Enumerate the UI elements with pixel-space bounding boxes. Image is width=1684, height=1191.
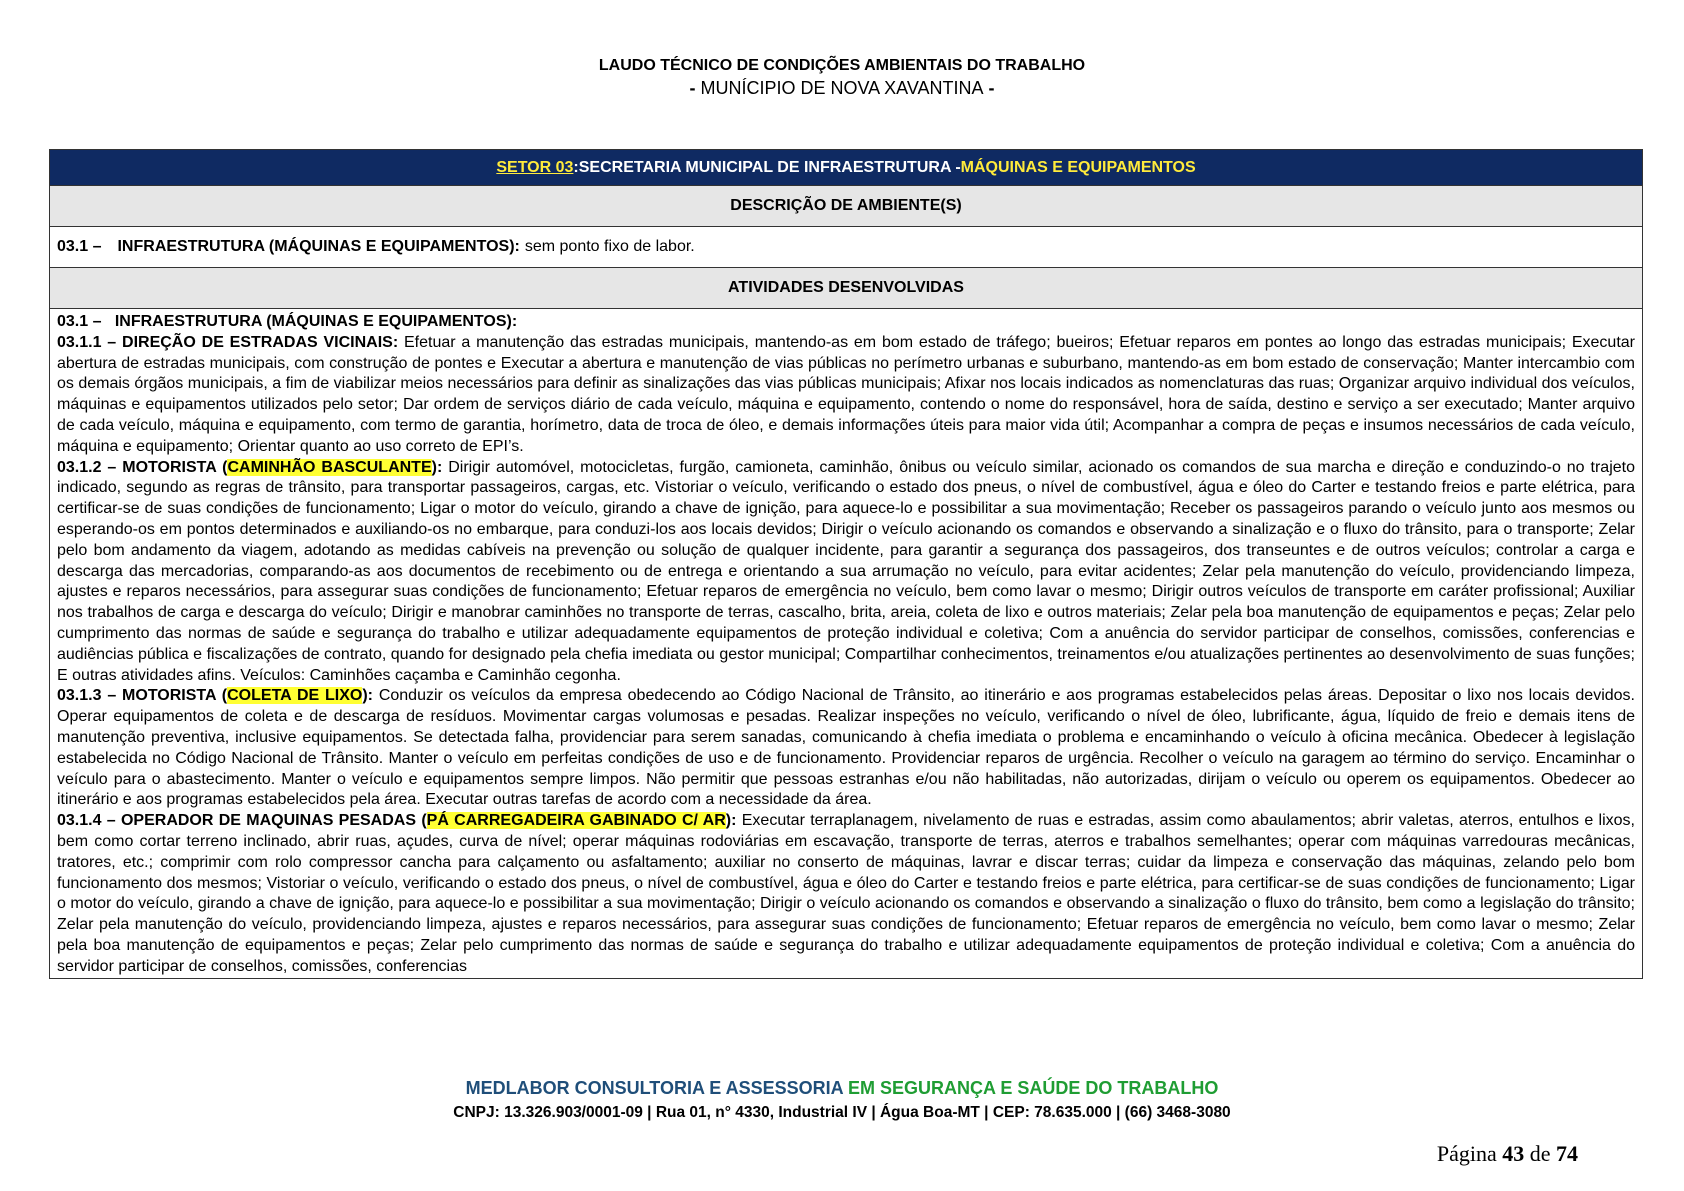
activity-highlight: COLETA DE LIXO — [227, 687, 363, 705]
activity-highlight: CAMINHÃO BASCULANTE — [227, 458, 432, 476]
activity-label-end: ): — [431, 458, 443, 476]
activity-label: 03.1.1 – DIREÇÃO DE ESTRADAS VICINAIS: — [57, 333, 399, 351]
footer-company-name: MEDLABOR CONSULTORIA E ASSESSORIA — [465, 1078, 843, 1098]
sector-name: SECRETARIA MUNICIPAL DE INFRAESTRUTURA - — [578, 158, 961, 176]
environment-heading: DESCRIÇÃO DE AMBIENTE(S) — [50, 186, 1642, 227]
activity-item — [57, 333, 1635, 458]
activity-highlight: PÁ CARREGADEIRA GABINADO C/ AR — [426, 812, 726, 830]
environment-number: 03.1 – — [57, 238, 102, 255]
document-footer — [0, 1076, 1684, 1124]
activities-heading: ATIVIDADES DESENVOLVIDAS — [50, 268, 1642, 309]
footer-contact: CNPJ: 13.326.903/0001-09 | Rua 01, n° 4330, Industrial IV | Água Boa-MT | CEP: 78.635.000 | (66) 3468-3080 — [453, 1104, 1231, 1121]
footer-company — [0, 1076, 1684, 1100]
footer-company-tagline: EM SEGURANÇA E SAÚDE DO TRABALHO — [843, 1078, 1219, 1098]
activity-label: 03.1.4 – OPERADOR DE MAQUINAS PESADAS ( — [57, 812, 427, 830]
activity-text: Efetuar a manutenção das estradas municipais, mantendo-as em bom estado de tráfego; bueiros; Efetuar reparos em pontes ao longo das estradas municipais; Executar abertura de estradas municipais, com construção de pontes e Executar a abertura e manutenção de vias públicas no perímetro urbanas e suburbano, mantendo-as em bom estado de conservação; Manter intercambio com os demais órgãos municipais, a fim de viabilizar meios necessários para definir as sinalizações das vias públicas municipais; Afixar nos locais indicados as nomenclaturas das ruas; Organizar arquivo individual dos veículos, máquinas e equipamentos utilizados pelo setor; Dar ordem de serviços diário de cada veículo, máquina e equipamento, contendo o nome do responsável, hora de saída, destino e serviço a ser executado; Manter arquivo de cada veículo, máquina e equipamento, com termo de garantia, horímetro, data de troca de óleo, e demais informações úteis para maior vida útil; Acompanhar a compra de peças e insumos necessários de cada veículo, máquina e equipamento; Orientar quanto ao uso correto de EPI’s. — [57, 333, 1636, 455]
subtitle-dash-left: - — [689, 78, 701, 98]
subtitle-dash-right: - — [983, 78, 995, 98]
page-total: 74 — [1556, 1141, 1578, 1166]
activity-label-end: ): — [362, 687, 373, 705]
activity-label: 03.1.2 – MOTORISTA ( — [57, 458, 228, 476]
environment-label: INFRAESTRUTURA (MÁQUINAS E EQUIPAMENTOS): — [117, 238, 520, 255]
document-header — [0, 55, 1684, 99]
municipality-name: MUNÍCIPIO DE NOVA XAVANTINA — [700, 78, 984, 98]
activity-text: Dirigir automóvel, motocicletas, furgão, camioneta, caminhão, ônibus ou veículo similar, acionado os comandos de sua marcha e direção e conduzindo-o no trajeto indicado, segundo as regras de trânsito, para transportar passageiros, cargas, etc. Vistoriar o veículo, verificando o estado dos pneus, o nível de combustível, água e óleo do Carter e testando freios e parte elétrica, para certificar-se de suas condições de funcionamento; Ligar o motor do veículo, girando a chave de ignição, para aquece-lo e possibilitar a sua movimentação; Receber os passageiros parando o veículo junto aos mesmos ou esperando-os em pontos determinados e auxiliando-os no embarque, para conduzi-los aos locais devidos; Dirigir o veículo acionando os comandos e observando a sinalização e o fluxo do trânsito, para o transporte; Zelar pelo bom andamento da viagem, adotando as medidas cabíveis na prevenção ou solução de qualquer incidente, para garantir a segurança dos passageiros, dos transeuntes e de outros veículos; controlar a carga e descarga das mercadorias, comparando-as aos documentos de recebimento ou de entrega e orientando a sua arrumação no veículo, para evitar acidentes; Zelar pela manutenção do veículo, providenciando limpeza, ajustes e reparos necessários, para assegurar suas condições de funcionamento; Efetuar reparos de emergência no veículo, bem como lavar o mesmo; Dirigir outros veículos de transporte em caráter profissional; Auxiliar nos trabalhos de carga e descarga do veículo; Dirigir e manobrar caminhões no transporte de terras, cascalho, brita, areia, coleta de lixo e outros materiais; Zelar pela boa manutenção de equipamentos e peças; Zelar pelo cumprimento das normas de saúde e segurança do trabalho e utilizar adequadamente equipamentos de proteção individual e coletiva; Com a anuência do servidor participar de conselhos, comissões, conferencias e audiências pública e fiscalizações de contrato, quando for designado pela chefia imediata ou gestor municipal; Compartilhar conhecimentos, treinamentos e/ou atualizações pertinentes ao desenvolvimento de suas funções; E outras atividades afins. Veículos: Caminhões caçamba e Caminhão cegonha. — [57, 458, 1635, 684]
activities-intro: 03.1 – INFRAESTRUTURA (MÁQUINAS E EQUIPAMENTOS): — [57, 313, 518, 330]
sector-table — [49, 149, 1643, 979]
activity-label: 03.1.3 – MOTORISTA ( — [57, 687, 228, 705]
sector-tag: SETOR 03 — [496, 158, 574, 176]
activities-body — [50, 309, 1642, 978]
document-title: LAUDO TÉCNICO DE CONDIÇÕES AMBIENTAIS DO TRABALHO — [598, 57, 1086, 74]
page-current: 43 — [1502, 1141, 1525, 1166]
activity-item — [57, 686, 1635, 811]
sector-highlight: MÁQUINAS E EQUIPAMENTOS — [960, 158, 1196, 176]
activity-text: Executar terraplanagem, nivelamento de ruas e estradas, assim como abaulamentos; abrir valetas, aterros, entulhos e lixos, bem como cortar terreno inclinado, abrir ruas, açudes, curva de nível; operar máquinas rodoviárias em escavação, transporte de terras, aterros e trabalhos semelhantes; operar com máquinas varredouras mecânicas, tratores, etc.; comprimir com rolo compressor cancha para calçamento ou asfaltamento; auxiliar no conserto de máquinas, lavrar e discar terras; cuidar da limpeza e conservação das máquinas, zelando pelo bom funcionamento dos mesmos; Vistoriar o veículo, verificando o estado dos pneus, o nível de combustível, água e óleo do Carter e testando freios e parte elétrica, para certificar-se de suas condições de funcionamento; Ligar o motor do veículo, girando a chave de ignição, para aquece-lo e possibilitar a sua movimentação; Dirigir o veículo acionando os comandos e observando a sinalização o fluxo do trânsito, bem como a legislação do trânsito; Zelar pela manutenção do veículo, providenciando limpeza, ajustes e reparos necessários, para assegurar suas condições de funcionamento; Efetuar reparos de emergência no veículo, bem como lavar o mesmo; Zelar pela boa manutenção de equipamentos e peças; Zelar pelo cumprimento das normas de saúde e segurança do trabalho e utilizar adequadamente equipamentos de proteção individual e coletiva; Com a anuência do servidor participar de conselhos, comissões, conferencias — [57, 812, 1636, 975]
page-middle: de — [1524, 1141, 1556, 1166]
page-prefix: Página — [1436, 1141, 1503, 1166]
environment-text: sem ponto fixo de labor. — [524, 238, 695, 255]
page-number — [1437, 1141, 1578, 1167]
activity-label-end: ): — [725, 812, 737, 830]
sector-colon: : — [573, 158, 579, 176]
document-subtitle — [0, 77, 1684, 99]
activity-item — [57, 811, 1635, 977]
sector-title-bar — [50, 150, 1642, 186]
environment-row — [50, 227, 1642, 268]
activity-text: Conduzir os veículos da empresa obedecendo ao Código Nacional de Trânsito, ao itinerário e aos programas estabelecidos pelas áreas. Depositar o lixo nos locais devidos. Operar equipamentos de coleta e de descarga de resíduos. Movimentar cargas volumosas e pesadas. Realizar inspeções no veículo, verificando o nível de óleo, lubrificante, água, líquido de freio e demais itens de manutenção preventiva, inclusive equipamentos. Se detectada falha, providenciar para serem sanadas, comunicando à chefia imediata o problema e encaminhando o veículo à oficina mecânica. Obedecer à legislação estabelecida no Código Nacional de Trânsito. Manter o veículo em perfeitas condições de uso e de funcionamento. Providenciar reparos de urgência. Recolher o veículo na garagem ao término do serviço. Encaminhar o veículo para o abastecimento. Manter o veículo e equipamentos sempre limpos. Não permitir que pessoas estranhas e/ou não habilitadas, não autorizadas, dirijam o veículo ou operem os equipamentos. Obedecer ao itinerário e aos programas estabelecidos pela área. Executar outras tarefas de acordo com a necessidade da área. — [57, 687, 1635, 809]
activity-item — [57, 458, 1635, 687]
